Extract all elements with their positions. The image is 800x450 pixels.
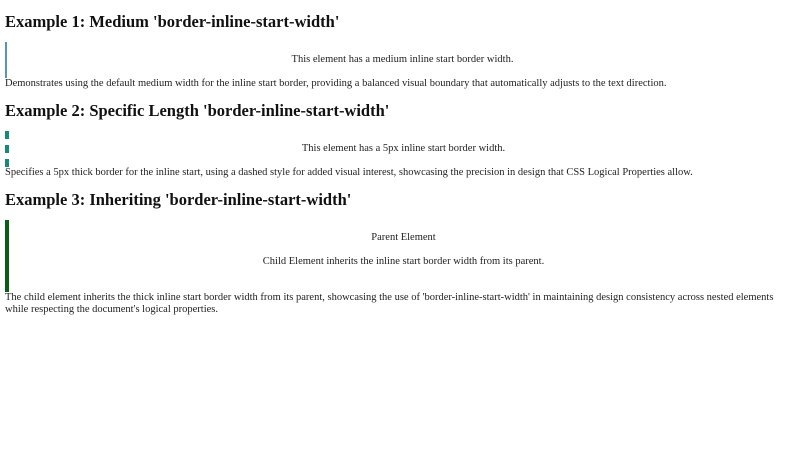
dashed-border-box xyxy=(5,131,798,167)
medium-border-box-text: This element has a medium inline start border width. xyxy=(291,54,514,65)
dashed-border-box-text: This element has a 5px inline start border width. xyxy=(301,143,506,154)
example-1-description: Demonstrates using the default medium width for the inline start border, providing a balanced visual boundary that automatically adjusts to the text direction. xyxy=(5,78,667,89)
example-3-heading: Example 3: Inheriting 'border-inline-start-width' xyxy=(5,190,352,209)
parent-element-text: Parent Element xyxy=(371,232,436,243)
example-1-heading: Example 1: Medium 'border-inline-start-width' xyxy=(5,12,340,31)
example-3-description: The child element inherits the thick inline start border width from its parent, showcasing the use of 'border-inline-start-width' in maintaining design consistency across nested elements while respecting the document's logical properties. xyxy=(5,292,774,315)
medium-border-box xyxy=(5,42,798,78)
parent-element-box xyxy=(5,220,798,292)
example-2-description: Specifies a 5px thick border for the inline start, using a dashed style for added visual interest, showcasing the precision in design that CSS Logical Properties allow. xyxy=(5,167,693,178)
example-2-heading: Example 2: Specific Length 'border-inline-start-width' xyxy=(5,101,390,120)
child-element-box: Child Element inherits the inline start border width from its parent. xyxy=(262,256,545,267)
